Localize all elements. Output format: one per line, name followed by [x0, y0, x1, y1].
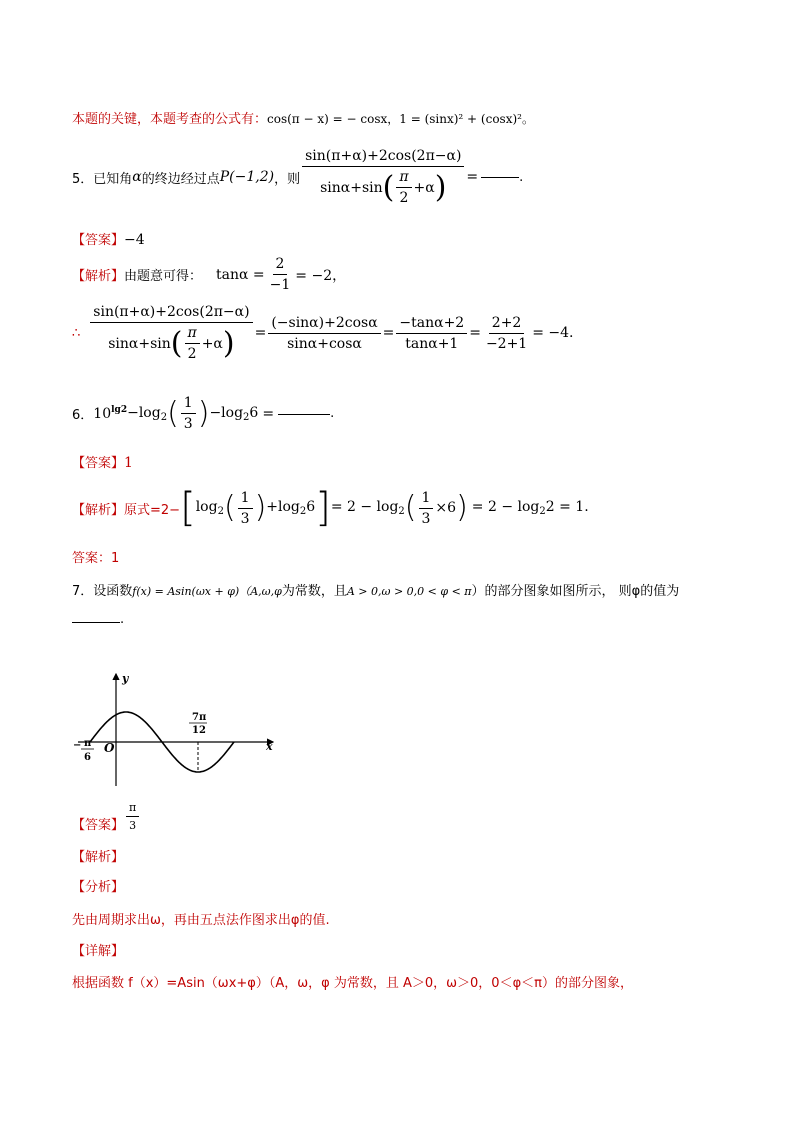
- tick-6: 6: [84, 752, 91, 763]
- step4-den: −2+1: [485, 335, 528, 352]
- q6-a-one: 1: [238, 490, 253, 509]
- tick-12: 12: [192, 725, 206, 736]
- q5-fraction: sin(π+α)+2cos(2π−α) sinα+sin ( $\frac{\pi}{2}$ +α ): [302, 148, 464, 206]
- eq-1: =: [254, 325, 267, 341]
- q6-yuanshi: 原式=2−: [124, 502, 181, 518]
- y-label: y: [122, 672, 129, 685]
- detail-text: 根据函数 f（x）=Asin（ωx+φ）（A，ω，φ 为常数，且 A＞0，ω＞0，0＜φ＜π）的部分图象，: [72, 976, 633, 991]
- q6-r1: = 2 − log: [330, 499, 399, 515]
- q6-r2-base: 2: [539, 506, 546, 517]
- q6-a-base-2: 2: [299, 506, 307, 517]
- q6-r1-base: 2: [398, 506, 405, 517]
- q6-r2-tail: 2 = 1.: [545, 499, 589, 515]
- q6-label: 6．: [72, 408, 94, 423]
- origin-label: O: [104, 741, 115, 755]
- answer-tag: 【答案】: [72, 818, 125, 833]
- q5-deriv-pi: π: [185, 325, 200, 344]
- tick-7pi: 7π: [192, 712, 207, 723]
- q5-tan: tanα =: [216, 266, 265, 283]
- q5-analysis-line: [72, 256, 346, 293]
- detail-heading: 【详解】: [72, 944, 125, 959]
- q6-three: 3: [183, 416, 193, 432]
- q7-condition: A > 0,ω > 0,0 < φ < π: [346, 585, 472, 598]
- q6-ten: 10: [93, 406, 112, 422]
- q5-derivation: ∴ sin(π+α)+2cos(2π−α) sinα+sin ( $\frac{\pi}{2}$ +α ) = $\frac{(-\sin\alpha)+2\cos\alpha}{\sin\alpha+\cos\alpha}$ = $\frac{-\tan\alpha+2}{\tan\alpha+1}$ = $\frac{2+2}{-2+1}$ = −4.: [72, 304, 574, 362]
- x-label: x: [266, 740, 273, 753]
- q5-numerator: sin(π+α)+2cos(2π−α): [302, 148, 464, 167]
- answer-tag: 【答案】: [72, 233, 125, 248]
- q7-blank-line: [72, 612, 124, 627]
- q7-params: （A,ω,φ: [239, 585, 282, 598]
- q6-answer-line: [72, 452, 133, 471]
- q5-deriv-two: 2: [187, 346, 197, 362]
- q5-tan-num: 2: [273, 256, 288, 275]
- step3-den: tanα+1: [405, 335, 459, 352]
- q6-end: .: [330, 406, 335, 421]
- q5-deriv-num: sin(π+α)+2cos(2π−α): [90, 304, 252, 323]
- q6-times6: ×6: [435, 500, 457, 516]
- q6-a-log: log: [195, 499, 218, 515]
- q6-eq: =: [262, 405, 275, 422]
- question-6: 6． $10^{lg2}$ $-\log_2$ ( $\frac{1}{3}$ ) $-\log_26$ = .: [72, 395, 335, 432]
- formula-summary-line: [72, 108, 534, 127]
- q5-answer-line: [72, 229, 145, 248]
- answer-tag: 【答案】: [72, 456, 125, 471]
- step4-num: 2+2: [489, 315, 525, 334]
- q6-b-one: 1: [419, 490, 434, 509]
- q5-eq: =: [466, 169, 479, 185]
- analysis-tag: 【解析】: [72, 269, 125, 284]
- step3-num: −tanα+2: [396, 315, 467, 334]
- q6-a-six: 6: [306, 499, 316, 515]
- q5-tan-result: = −2，: [295, 267, 347, 284]
- analysis-tag: 【解析】: [72, 502, 125, 518]
- q7-const: 为常数，且: [281, 584, 347, 599]
- q5-point: P(−1,2): [219, 169, 275, 185]
- q6-base-2: 2: [243, 411, 250, 423]
- q5-deriv-den: sinα+sin: [108, 335, 171, 352]
- q6-log-1: −log: [127, 404, 161, 421]
- q5-analysis-text: 由题意可得：: [124, 269, 203, 284]
- q7-answer-blank: [72, 621, 120, 623]
- eq-2: =: [382, 325, 395, 341]
- q5-den-a: sinα+sin: [320, 179, 383, 196]
- q6-exponent: lg2: [111, 405, 128, 415]
- q6-log-2: −log: [209, 404, 244, 421]
- step2-den: sinα+cosα: [287, 335, 362, 352]
- q6-six: 6: [249, 404, 259, 421]
- tick-minus: −: [73, 740, 82, 751]
- therefore-symbol: ∴: [72, 325, 81, 341]
- q5-deriv-plus-alpha: +α: [201, 335, 223, 352]
- q5-end: .: [519, 169, 524, 185]
- fenxi-heading: 【分析】: [72, 880, 125, 895]
- q5-two: 2: [399, 190, 409, 206]
- q6-a-plus-log: +log: [266, 499, 300, 515]
- q5-then: ，则: [274, 171, 301, 187]
- q5-answer: −4: [124, 232, 145, 248]
- step2-num: (−sinα)+2cosα: [268, 315, 380, 334]
- q6-answer-blank: [278, 413, 330, 415]
- q6-analysis-line: 【解析】 原式=2− [ $\log_2$ ( $\frac{1}{3}$ ) $+\log_26$ ] = $2 - \log_2$ ( $\frac{1}{3}$ ×6 ) = $2 - \log_22 = 1$.: [72, 485, 589, 531]
- summary-text: 本题的关键，本题考查的公式有：: [72, 112, 268, 127]
- q5-answer-blank: [481, 176, 519, 178]
- q7-function: f(x) = Asin(ωx + φ): [132, 585, 240, 598]
- q5-final: = −4.: [532, 325, 574, 341]
- q6-a-base: 2: [217, 506, 224, 517]
- summary-formula: cos(π − x) = − cosx，1 = (sinx)² + (cosx)²。: [267, 112, 534, 126]
- tick-pi: π: [84, 738, 92, 749]
- q5-alpha: α: [132, 169, 142, 185]
- q6-one: 1: [181, 395, 196, 414]
- q6-final-answer: 答案：1: [72, 551, 120, 566]
- q6-b-three: 3: [421, 510, 431, 527]
- eq-3: =: [469, 325, 481, 341]
- q7-answer-line: [72, 801, 141, 833]
- question-5: [72, 148, 523, 206]
- q6-a-three: 3: [240, 510, 250, 527]
- q5-pi: π: [396, 169, 411, 188]
- analysis-heading: 【解析】: [72, 850, 125, 865]
- sine-graph: [68, 668, 288, 793]
- q5-label: 5．已知角: [72, 171, 133, 187]
- q7-end: .: [120, 612, 125, 627]
- q6-r2: = 2 − log: [471, 499, 540, 515]
- q5-plus-alpha: +α: [413, 179, 435, 196]
- q7-ans-num: π: [129, 801, 137, 814]
- q6-base-1: 2: [160, 411, 168, 423]
- analysis-text: 先由周期求出ω，再由五点法作图求出φ的值.: [72, 913, 330, 928]
- q5-tan-den: −1: [269, 277, 291, 293]
- q5-mid: 的终边经过点: [141, 171, 220, 187]
- q7-label: 7．设函数: [72, 584, 133, 599]
- q7-ans-den: 3: [126, 816, 139, 832]
- q7-tail: ）的部分图象如图所示， 则φ的值为: [471, 584, 680, 599]
- question-7: [72, 580, 679, 599]
- q6-answer: 1: [124, 455, 133, 471]
